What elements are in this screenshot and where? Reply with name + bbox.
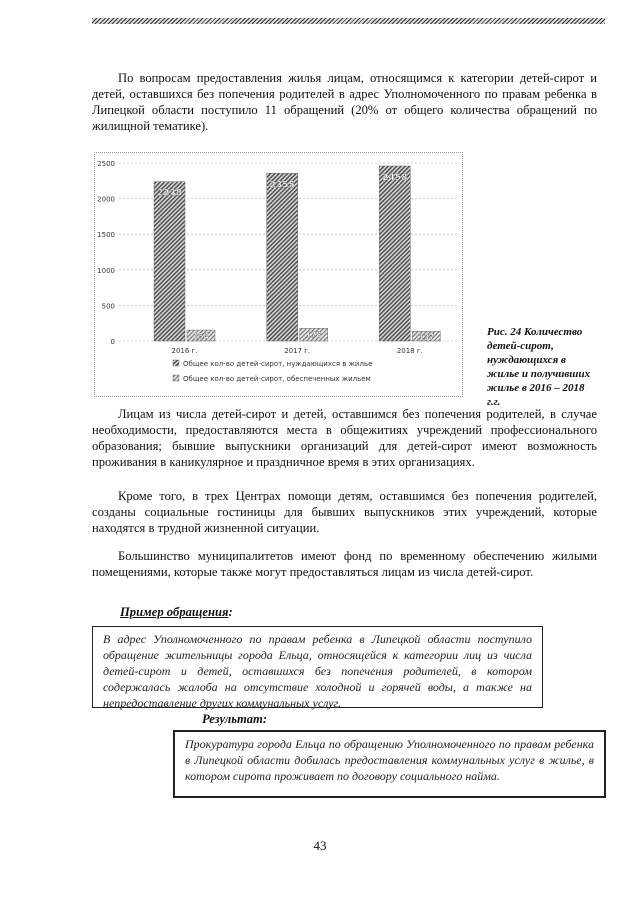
- paragraph-4: Большинство муниципалитетов имеют фонд по временному обеспечению жилыми помещениями, которые также могут предоставляться лицам из числа детей-сирот.: [92, 549, 597, 579]
- x-tick-label: 2016 г.: [171, 347, 198, 355]
- bar-chart: [94, 152, 463, 397]
- bar-needing-housing: [267, 173, 298, 341]
- bar-needing-housing: [379, 166, 410, 341]
- bar-needing-housing: [154, 182, 185, 341]
- bar-data-label: 178: [305, 330, 322, 340]
- bar-data-label: 154: [193, 332, 209, 342]
- bar-chart-svg: [95, 153, 462, 396]
- y-tick-label: 2000: [97, 195, 115, 204]
- y-tick-label: 1000: [97, 266, 115, 275]
- bar-data-label: 2238: [156, 188, 183, 199]
- y-tick-label: 500: [101, 302, 115, 311]
- page-number: 43: [313, 838, 327, 853]
- header-hatch-bar: [92, 18, 605, 24]
- paragraph-3: Кроме того, в трех Центрах помощи детям, оставшимся без попечения родителей, созданы социальные гостиницы для бывших выпускников этих учреждений, которые находятся в трудной жизненной ситуации.: [92, 489, 597, 535]
- x-axis-ticks: [172, 347, 423, 355]
- result-text: Прокуратура города Ельца по обращению Уполномоченного по правам ребенка в Липецкой области добилась предоставления коммунальных услуг в жилье, в котором сирота проживает по договору социального найма.: [185, 737, 594, 783]
- chart-legend: [173, 360, 372, 383]
- legend-label: Общее кол-во детей-сирот, обеспеченных жильем: [183, 375, 371, 383]
- result-box: [173, 730, 606, 798]
- example-heading-colon: :: [228, 605, 233, 619]
- y-tick-label: 0: [110, 338, 115, 346]
- y-tick-label: 2500: [97, 160, 115, 168]
- example-box: [92, 626, 543, 708]
- x-tick-label: 2017 г.: [284, 347, 311, 355]
- legend-swatch: [173, 375, 179, 381]
- result-heading: Результат:: [202, 712, 268, 726]
- legend-swatch: [173, 360, 179, 366]
- figure-caption: Рис. 24 Количество детей-сирот, нуждающихся в жилье и получивших жилье в 2016 – 2018 г.г.: [487, 326, 591, 408]
- example-text: В адрес Уполномоченного по правам ребенка в Липецкой области поступило обращение жительницы города Ельца, относящейся к категории лиц из числа детей-сирот и детей, оставшихся без попечения родителей, в котором содержалась жалоба на отсутствие холодной и горячей воды, а также на непредоставление других коммунальных услуг.: [103, 632, 532, 710]
- y-tick-label: 1500: [97, 231, 115, 240]
- legend-label: Общее кол-во детей-сирот, нуждающихся в жилье: [183, 360, 373, 368]
- bar-data-label: 2355: [269, 180, 295, 191]
- x-tick-label: 2018 г.: [396, 347, 423, 355]
- example-heading: [120, 605, 233, 620]
- example-heading-text: Пример обращения: [120, 605, 229, 619]
- y-axis-ticks: [97, 160, 115, 346]
- bar-data-label: 2458: [382, 172, 408, 183]
- bars: [154, 166, 440, 342]
- paragraph-2: Лицам из числа детей-сирот и детей, оставшимся без попечения родителей, в случае необходимости, предоставляются места в общежитиях учреждений профессионального образования; бывшие выпускники организаций для детей-сирот имеют возможность проживания в каникулярное и праздничное время в этих организациях.: [92, 407, 597, 469]
- paragraph-1: По вопросам предоставления жилья лицам, относящимся к категории детей-сирот и детей, оставшихся без попечения родителей в адрес Уполномоченного по правам ребенка в Липецкой области поступило 11 обращений (20% от общего количества обращений по жилищной тематике).: [92, 71, 597, 133]
- bar-data-label: 137: [418, 333, 435, 343]
